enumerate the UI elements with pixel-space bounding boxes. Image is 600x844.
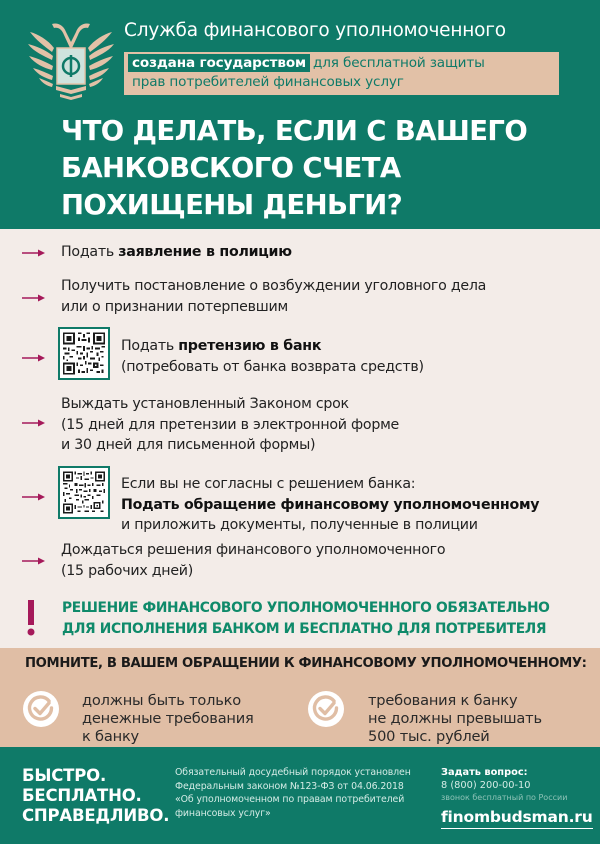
page-title: ЧТО ДЕЛАТЬ, ЕСЛИ С ВАШЕГО БАНКОВСКОГО СЧЕТА ПОХИЩЕНЫ ДЕНЬГИ? [61,115,528,221]
arrow-right-icon [22,492,46,502]
arrow-right-icon [22,293,46,303]
remember-title: ПОМНИТЕ, В ВАШЕМ ОБРАЩЕНИИ К ФИНАНСОВОМУ УПОЛНОМОЧЕННОМУ: [25,656,587,671]
remember-item: должны быть только денежные требования к банку [82,692,254,745]
legal-note: Обязательный досудебный порядок установлен Федеральным законом №123-ФЗ от 04.06.2018 «Об уполномоченном по правам потребителей финансовых услуг» [175,767,411,819]
binding-decision-notice: РЕШЕНИЕ ФИНАНСОВОГО УПОЛНОМОЧЕННОГО ОБЯЗАТЕЛЬНО ДЛЯ ИСПОЛНЕНИЯ БАНКОМ И БЕСПЛАТНО ДЛЯ ПОТРЕБИТЕЛЯ [62,600,550,637]
arrow-right-icon [22,248,46,258]
contact-block [441,766,593,829]
tagline-text: для бесплатной защиты [312,55,485,71]
qr-code-ombudsman-appeal[interactable] [58,466,110,519]
hotline-note: звонок бесплатный по России [441,793,568,802]
tagline-highlight: создана государством [128,54,310,72]
tagline-box [124,52,559,95]
qr-code-bank-claim[interactable] [58,327,110,380]
website-link[interactable]: finombudsman.ru [441,808,593,829]
arrow-right-icon [22,556,46,566]
slogan: БЫСТРО. БЕСПЛАТНО. СПРАВЕДЛИВО. [22,766,170,825]
arrow-right-icon [22,418,46,428]
footer [0,747,600,844]
tagline-text-line2: прав потребителей финансовых услуг [132,74,404,90]
qr-code-icon [63,471,105,514]
hotline-phone[interactable]: 8 (800) 200-00-10 [441,780,531,791]
exclamation-icon [26,600,36,636]
remember-item: требования к банку не должны превышать 500 тыс. рублей [368,692,542,745]
ask-question-label: Задать вопрос: [441,767,528,778]
step-emphasis: заявление в полицию [118,244,292,260]
organization-name: Служба финансового уполномоченного [124,20,506,41]
check-circle-icon [307,690,345,728]
step-emphasis: претензию в банк [178,338,322,354]
qr-code-icon [63,332,105,375]
header [0,0,600,229]
eagle-emblem-phi-icon [26,18,116,102]
arrow-right-icon [22,353,46,363]
check-circle-icon [22,690,60,728]
remember-section [0,648,600,747]
step-emphasis: Подать обращение финансовому уполномоченному [121,496,540,513]
